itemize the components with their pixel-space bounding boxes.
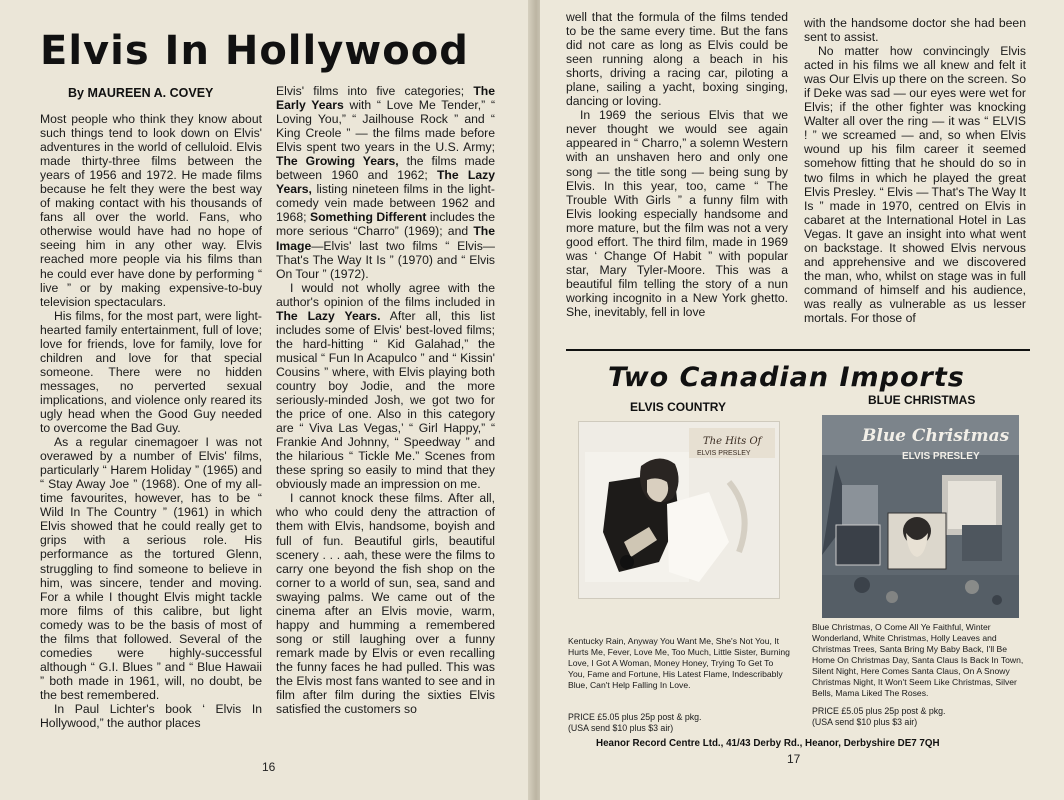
album-label-elvis-country: ELVIS COUNTRY [630, 400, 727, 414]
price-line: PRICE £5.05 plus 25p post & pkg. [812, 706, 946, 716]
album-cover-elvis-country [578, 421, 780, 599]
text-run: Elvis' films into five categories; [276, 84, 474, 98]
paragraph: Most people who think they know about such things tend to look down on Elvis' adventures in the world of celluloid. Elvis made thirty-three films between the years of 1956 and 1972. He made films because he felt they were the best way of making contact with his thousands of fans all over the world. Fans, who otherwise would have had no hope of seeing him in any other way. Elvis reached more people via his films than he could ever have done by performing “ live ” or by making expensive-to-buy television spectaculars. [40, 112, 262, 309]
paragraph: In Paul Lichter's book ‘ Elvis In Hollywood,” the author places [40, 701, 262, 731]
paragraph: well that the formula of the films tended to be the same every time. But the fans did not care as long as Elvis could be seen running along a beach in his shorts, driving a racing car, piloting a plane, sailing a yacht, boxing singing, dancing or loving. [566, 10, 788, 109]
category-name: The Image [276, 224, 495, 253]
cover-text: The Hits Of [703, 436, 762, 447]
paragraph: In 1969 the serious Elvis that we never thought we would see again appeared in “ Charro,” a solemn Western with an unshaven hero and only one song — the title song — being sung by Elvis. In this year, too, came “ The Trouble With Girls ” a funny film with Elvis looking especially handsome and more mature, but the film was not a very good effort. The third film, made in 1969 was ‘ Change Of Habit ” with popular star, Mary Tyler-Moore. This was a beautiful film telling the story of a nun working incognito in a New York ghetto. She, inevitably, fell in love [566, 108, 788, 319]
album-cover-art [822, 415, 1019, 618]
category-name: The Lazy Years, [276, 168, 495, 197]
album-cover-blue-christmas [822, 415, 1019, 618]
article-column-2 [276, 84, 495, 754]
text-run: After all, this list includes some of Elvis' best-loved films; the hard-hitting “ Kid Galahad,” the musical “ Fun In Acapulco ” and “ Kissin' Cousins ” where, with Elvis playing both country boy Jodie, and the more seriously-minded Josh, we got two for the price of one. Also in this category are “ Viva Las Vegas,’ “ Girl Happy,” “ Frankie And Johnny, “ Speedway ” and the hilarious “ Tickle Me.” Scenes from these spring so easily to mind that they obviously made an impression on me. [276, 308, 495, 492]
album-price-elvis-country [568, 712, 702, 734]
cover-text: ELVIS PRESLEY [902, 451, 980, 462]
category-name: The Growing Years, [276, 154, 399, 169]
divider-rule [566, 349, 1030, 351]
price-line: (USA send $10 plus $3 air) [568, 723, 674, 733]
text-run: —Elvis' last two films “ Elvis—That's The Way It Is ” (1970) and “ Elvis On Tour ” (1972). [276, 238, 495, 281]
paragraph [276, 281, 495, 492]
album-price-blue-christmas [812, 706, 946, 728]
page-number: 17 [787, 752, 801, 766]
cover-text: Blue Christmas [862, 426, 1010, 446]
paragraph [276, 84, 495, 281]
album-tracklist-blue-christmas: Blue Christmas, O Come All Ye Faithful, Winter Wonderland, White Christmas, Holly Leaves and Christmas Trees, Santa Bring My Baby Back, I'll Be Home On Christmas Day, Santa Claus Is Back In Town, Silent Night, Here Comes Santa Claus, On A Snowy Christmas Night, It Won't Seem Like Christmas, Silver Bells, Mama Liked The Roses. [812, 622, 1024, 698]
category-name: The Early Years [276, 84, 495, 113]
paragraph: I cannot knock these films. After all, who who could deny the attraction of them with Elvis, handsome, boyish and full of fun. Beautiful girls, beautiful scenery . . . aah, these were the films to carry one beyond the fish shop on the corner to a world of sun, sea, sand and swaying palms. We came out of the cinema after an Elvis movie, warm, happy and humming a remembered song or still laughing over a funny remark made by Elvis or even recalling the funny faces he had pulled. This was the Elvis most fans wanted to see and in film after film during the sixties Elvis satisfied the customers so [276, 491, 495, 717]
album-tracklist-elvis-country: Kentucky Rain, Anyway You Want Me, She's Not You, It Hurts Me, Fever, Love Me, Too Much, Little Sister, Burning Love, I Got A Woman, Money Honey, Trying To Get To You, Fame and Fortune, His Latest Flame, Indescribably Blue, Can't Help Falling In Love. [568, 636, 790, 690]
article-title: Elvis In Hollywood [40, 28, 469, 74]
price-line: (USA send $10 plus $3 air) [812, 717, 918, 727]
album-cover-art [579, 422, 779, 598]
category-name: The Lazy Years. [276, 308, 381, 323]
album-label-blue-christmas: BLUE CHRISTMAS [868, 393, 976, 407]
article-column-1 [40, 112, 262, 754]
category-name: Something Different [309, 210, 427, 225]
text-run: I would not wholly agree with the author's opinion of the films included in [276, 280, 495, 309]
text-run: with “ Love Me Tender,” “ Loving You,” “ Jailhouse Rock ” and “ King Creole ” — the films made before Elvis spent two years in the U.S. Army; [276, 98, 495, 155]
page-number: 16 [262, 760, 276, 774]
text-run: includes the more serious “Charro” (1969); and [276, 210, 495, 239]
paragraph: As a regular cinemagoer I was not overawed by a number of Elvis' films, particularly “ Harem Holiday ” (1965) and “ Stay Away Joe ” (1968). One of my all-time favourites, however, has to be “ Wild In The Country ” (1961) in which Elvis showed that he could really get to grips with a serious role. His performance as the tortured Glenn, struggling to find someone to believe in him, was sincere, tender and moving. For a while I thought Elvis might tackle more films of this calibre, but light comedy was to be the basis of most of the films that followed. Several of the comedies were highly-successful although “ G.I. Blues ” and “ Blue Hawaii ” both made in 1961, will, no doubt, be the best remembered. [40, 435, 262, 702]
shop-address: Heanor Record Centre Ltd., 41/43 Derby Rd., Heanor, Derbyshire DE7 7QH [596, 738, 940, 749]
paragraph: with the handsome doctor she had been sent to assist. [804, 16, 1026, 45]
cover-text: ELVIS PRESLEY [697, 450, 751, 457]
text-run: listing nineteen films in the light-comedy vein made between 1962 and 1968; [276, 182, 495, 225]
paragraph: No matter how convincingly Elvis acted in his films we all knew and felt it was Our Elvis up there on the screen. So if Deke was sad — our eyes were wet for Elvis; if the other fighter was knocking Walter all over the ring — it was “ ELVIS ! ” we screamed — and, so when Elvis wound up his film career it seemed somehow fitting that he should do so in two films in which he played the great Elvis Presley. “ Elvis — That's The Way It Is ” made in 1970, centred on Elvis in cabaret at the International Hotel in Las Vegas. It gave an insight into what went on backstage. It showed Elvis nervous and apprehensive and we discovered the man, who, whilst on stage was in full command of himself and his audience, was really as vulnerable as us lesser mortals. For those of [804, 44, 1026, 325]
price-line: PRICE £5.05 plus 25p post & pkg. [568, 712, 702, 722]
advert-title: Two Canadian Imports [608, 362, 965, 393]
article-column-3 [566, 10, 788, 346]
paragraph: His films, for the most part, were light-hearted family entertainment, full of love; love for friends, love for family, love for children and love for that special someone. There were no hidden messages, no perverted sexual implications, and violence only reared its ugly head when the Good Guy needed to overcome the Bad Guy. [40, 308, 262, 436]
text-run: the films made between 1960 and 1962; [276, 154, 495, 183]
article-column-4 [804, 16, 1026, 346]
article-byline: By MAUREEN A. COVEY [68, 86, 214, 100]
